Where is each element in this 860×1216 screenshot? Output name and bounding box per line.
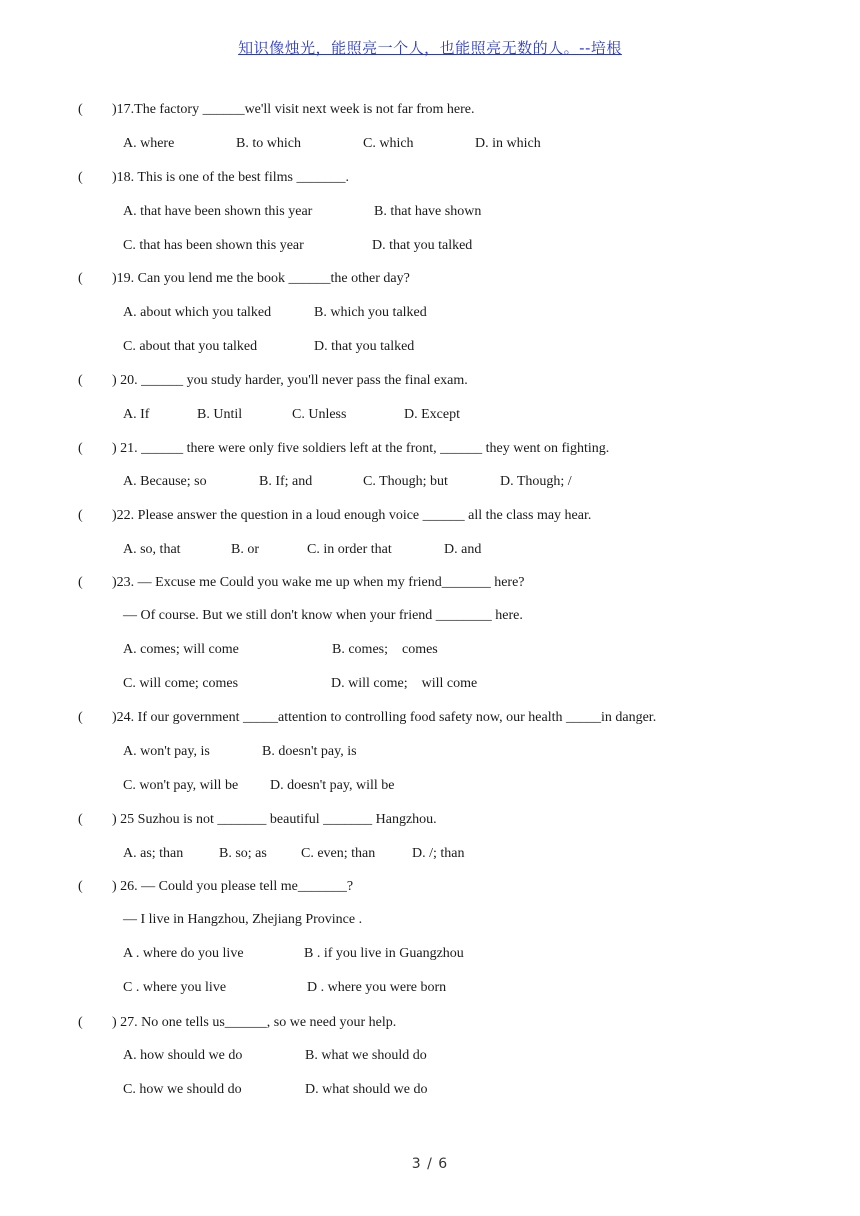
question-text: ) 25 Suzhou is not _______ beautiful _______ Hangzhou. [112, 812, 437, 827]
answer-paren: ( [78, 102, 83, 117]
option-d: D . where you were born [307, 980, 447, 995]
answer-paren: ( [78, 812, 83, 827]
option-b: B. or [231, 542, 259, 557]
answer-paren: ( [78, 575, 83, 590]
answer-paren: ( [78, 1015, 83, 1030]
option-d: D. that you talked [372, 238, 473, 253]
page-number: 3 / 6 [411, 1156, 449, 1172]
question-text: )18. This is one of the best films _______. [112, 170, 349, 185]
answer-paren: ( [78, 170, 83, 185]
option-c: C. will come; comes [123, 676, 239, 691]
option-a: A. Because; so [123, 474, 207, 489]
option-c: C. that has been shown this year [123, 238, 304, 253]
option-c: C. in order that [307, 542, 392, 557]
option-c: C. which [363, 136, 414, 151]
option-b: B . if you live in Guangzhou [304, 946, 464, 961]
option-a: A. so, that [123, 542, 181, 557]
question-text: ) 27. No one tells us______, so we need your help. [112, 1015, 397, 1030]
option-a: A . where do you live [123, 946, 244, 961]
question-text: ) 26. — Could you please tell me_______? [112, 879, 354, 894]
option-d: D. and [444, 542, 482, 557]
reply-text: — I live in Hangzhou, Zhejiang Province . [123, 912, 363, 927]
question-text: )22. Please answer the question in a loud enough voice ______ all the class may hear. [112, 508, 592, 523]
option-b: B. what we should do [305, 1048, 427, 1063]
option-a: A. that have been shown this year [123, 204, 313, 219]
answer-paren: ( [78, 879, 83, 894]
option-a: A. won't pay, is [123, 744, 210, 759]
option-c: C. how we should do [123, 1082, 242, 1097]
option-b: B. comes; comes [332, 642, 438, 657]
option-a: A. If [123, 407, 150, 422]
option-d: D. that you talked [314, 339, 415, 354]
option-d: D. what should we do [305, 1082, 428, 1097]
question-text: )17.The factory ______we'll visit next week is not far from here. [112, 102, 475, 117]
page-header-quote: 知识像烛光，能照亮一个人，也能照亮无数的人。--培根 [238, 39, 622, 57]
answer-paren: ( [78, 271, 83, 286]
option-c: C. even; than [301, 846, 376, 861]
option-a: A. how should we do [123, 1048, 243, 1063]
option-b: B. that have shown [374, 204, 482, 219]
option-a: A. as; than [123, 846, 184, 861]
option-c: C. Unless [292, 407, 347, 422]
answer-paren: ( [78, 508, 83, 523]
answer-paren: ( [78, 710, 83, 725]
option-b: B. which you talked [314, 305, 427, 320]
option-d: D. /; than [412, 846, 465, 861]
option-a: A. about which you talked [123, 305, 272, 320]
question-text: ) 21. ______ there were only five soldiers left at the front, ______ they went on fighting. [112, 441, 610, 456]
question-text: ) 20. ______ you study harder, you'll never pass the final exam. [112, 373, 468, 388]
option-d: D. Except [404, 407, 460, 422]
option-a: A. comes; will come [123, 642, 239, 657]
option-d: D. doesn't pay, will be [270, 778, 395, 793]
question-text: )19. Can you lend me the book ______the other day? [112, 271, 410, 286]
option-b: B. Until [197, 407, 243, 422]
option-a: A. where [123, 136, 175, 151]
option-b: B. doesn't pay, is [262, 744, 357, 759]
reply-text: — Of course. But we still don't know when your friend ________ here. [123, 608, 523, 623]
answer-paren: ( [78, 373, 83, 388]
question-text: )24. If our government _____attention to controlling food safety now, our health _____in danger. [112, 710, 657, 725]
option-c: C. about that you talked [123, 339, 258, 354]
option-d: D. will come; will come [331, 676, 478, 691]
option-d: D. in which [475, 136, 541, 151]
option-c: C. Though; but [363, 474, 448, 489]
option-d: D. Though; / [500, 474, 572, 489]
option-b: B. so; as [219, 846, 267, 861]
option-c: C. won't pay, will be [123, 778, 239, 793]
option-b: B. to which [236, 136, 301, 151]
option-b: B. If; and [259, 474, 313, 489]
question-text: )23. — Excuse me Could you wake me up when my friend_______ here? [112, 575, 525, 590]
option-c: C . where you live [123, 980, 227, 995]
answer-paren: ( [78, 441, 83, 456]
